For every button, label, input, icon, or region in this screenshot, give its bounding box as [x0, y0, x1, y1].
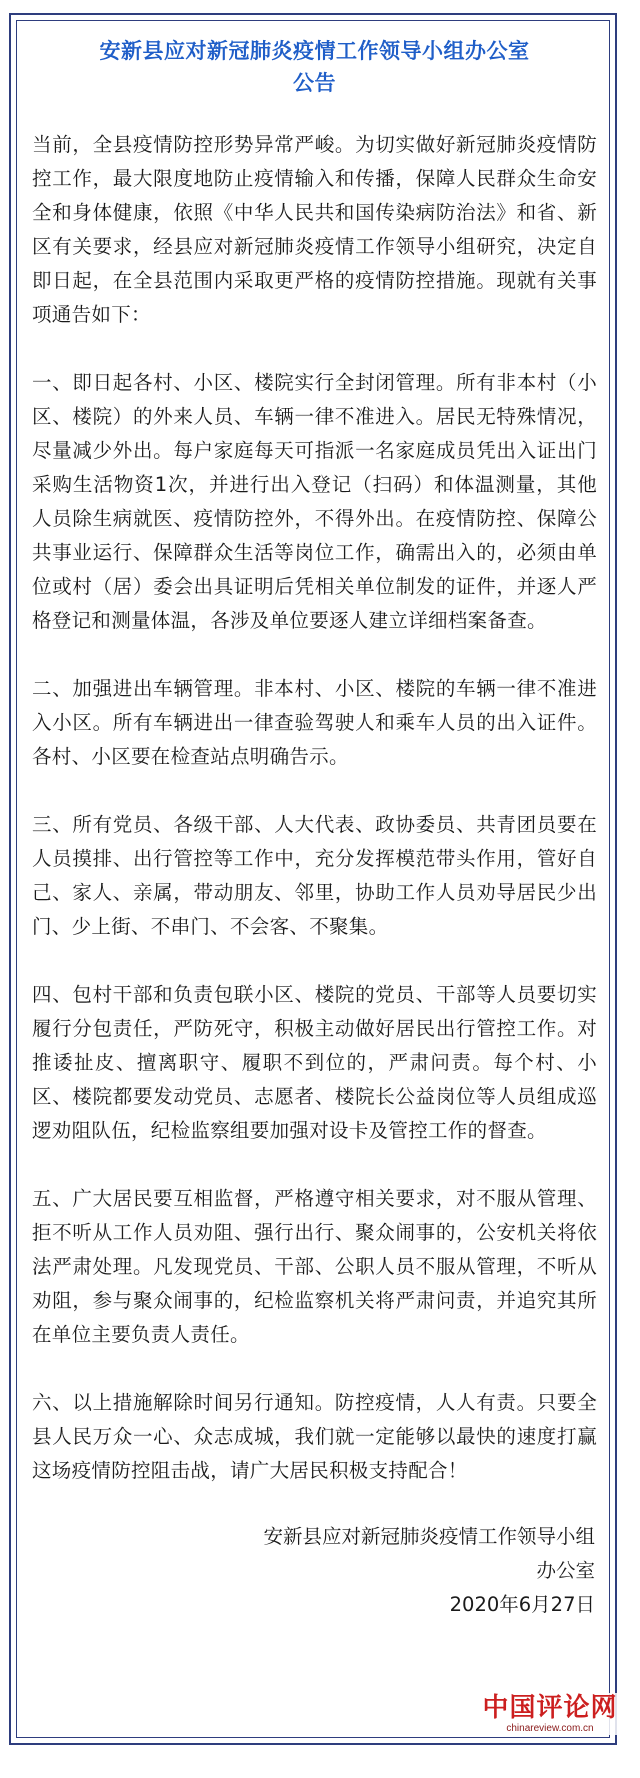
paragraph-item-5: 五、广大居民要互相监督，严格遵守相关要求，对不服从管理、拒不听从工作人员劝阻、强行出行、聚众闹事的，公安机关将依法严肃处理。凡发现党员、干部、公职人员不服从管理，不听从劝阻，参与聚众闹事的，纪检监察机关将严肃问责，并追究其所在单位主要负责人责任。 [32, 1187, 597, 1346]
signature-org-line-2: 办公室 [536, 1559, 595, 1582]
paragraph-item-2: 二、加强进出车辆管理。非本村、小区、楼院的车辆一律不准进入小区。所有车辆进出一律查验驾驶人和乘车人员的出入证件。各村、小区要在检查站点明确告示。 [32, 677, 597, 768]
watermark-logo-text: 中国评论网 [482, 1693, 618, 1723]
signature-date: 2020年6月27日 [449, 1593, 595, 1616]
announcement-body [32, 128, 597, 1488]
announcement-content [32, 36, 597, 1622]
watermark-url: chinareview.com.cn [506, 1723, 594, 1734]
signature-org-line-1: 安新县应对新冠肺炎疫情工作领导小组 [263, 1525, 595, 1548]
paragraph-intro: 当前，全县疫情防控形势异常严峻。为切实做好新冠肺炎疫情防控工作，最大限度地防止疫情输入和传播，保障人民群众生命安全和身体健康，依照《中华人民共和国传染病防治法》和省、新区有关要求，经县应对新冠肺炎疫情工作领导小组研究，决定自即日起，在全县范围内采取更严格的疫情防控措施。现就有关事项通告如下： [32, 133, 597, 326]
paragraph-item-4: 四、包村干部和负责包联小区、楼院的党员、干部等人员要切实履行分包责任，严防死守，积极主动做好居民出行管控工作。对推诿扯皮、擅离职守、履职不到位的，严肃问责。每个村、小区、楼院都要发动党员、志愿者、楼院长公益岗位等人员组成巡逻劝阻队伍，纪检监察组要加强对设卡及管控工作的督查。 [32, 983, 597, 1142]
paragraph-item-3: 三、所有党员、各级干部、人大代表、政协委员、共青团员要在人员摸排、出行管控等工作中，充分发挥模范带头作用，管好自己、家人、亲属，带动朋友、邻里，协助工作人员劝导居民少出门、少上街、不串门、不会客、不聚集。 [32, 813, 597, 938]
signature-block [32, 1520, 597, 1622]
paragraph-item-1: 一、即日起各村、小区、楼院实行全封闭管理。所有非本村（小区、楼院）的外来人员、车辆一律不准进入。居民无特殊情况，尽量减少外出。每户家庭每天可指派一名家庭成员凭出入证出门采购生活物资1次，并进行出入登记（扫码）和体温测量，其他人员除生病就医、疫情防控外，不得外出。在疫情防控、保障公共事业运行、保障群众生活等岗位工作，确需出入的，必须由单位或村（居）委会出具证明后凭相关单位制发的证件，并逐人严格登记和测量体温，各涉及单位要逐人建立详细档案备查。 [32, 371, 597, 632]
announcement-title [32, 36, 597, 98]
title-line-2: 公告 [293, 71, 336, 95]
site-watermark [480, 1693, 620, 1735]
paragraph-item-6: 六、以上措施解除时间另行通知。防控疫情，人人有责。只要全县人民万众一心、众志成城，我们就一定能够以最快的速度打赢这场疫情防控阻击战，请广大居民积极支持配合！ [32, 1391, 597, 1482]
title-line-1: 安新县应对新冠肺炎疫情工作领导小组办公室 [99, 39, 530, 63]
